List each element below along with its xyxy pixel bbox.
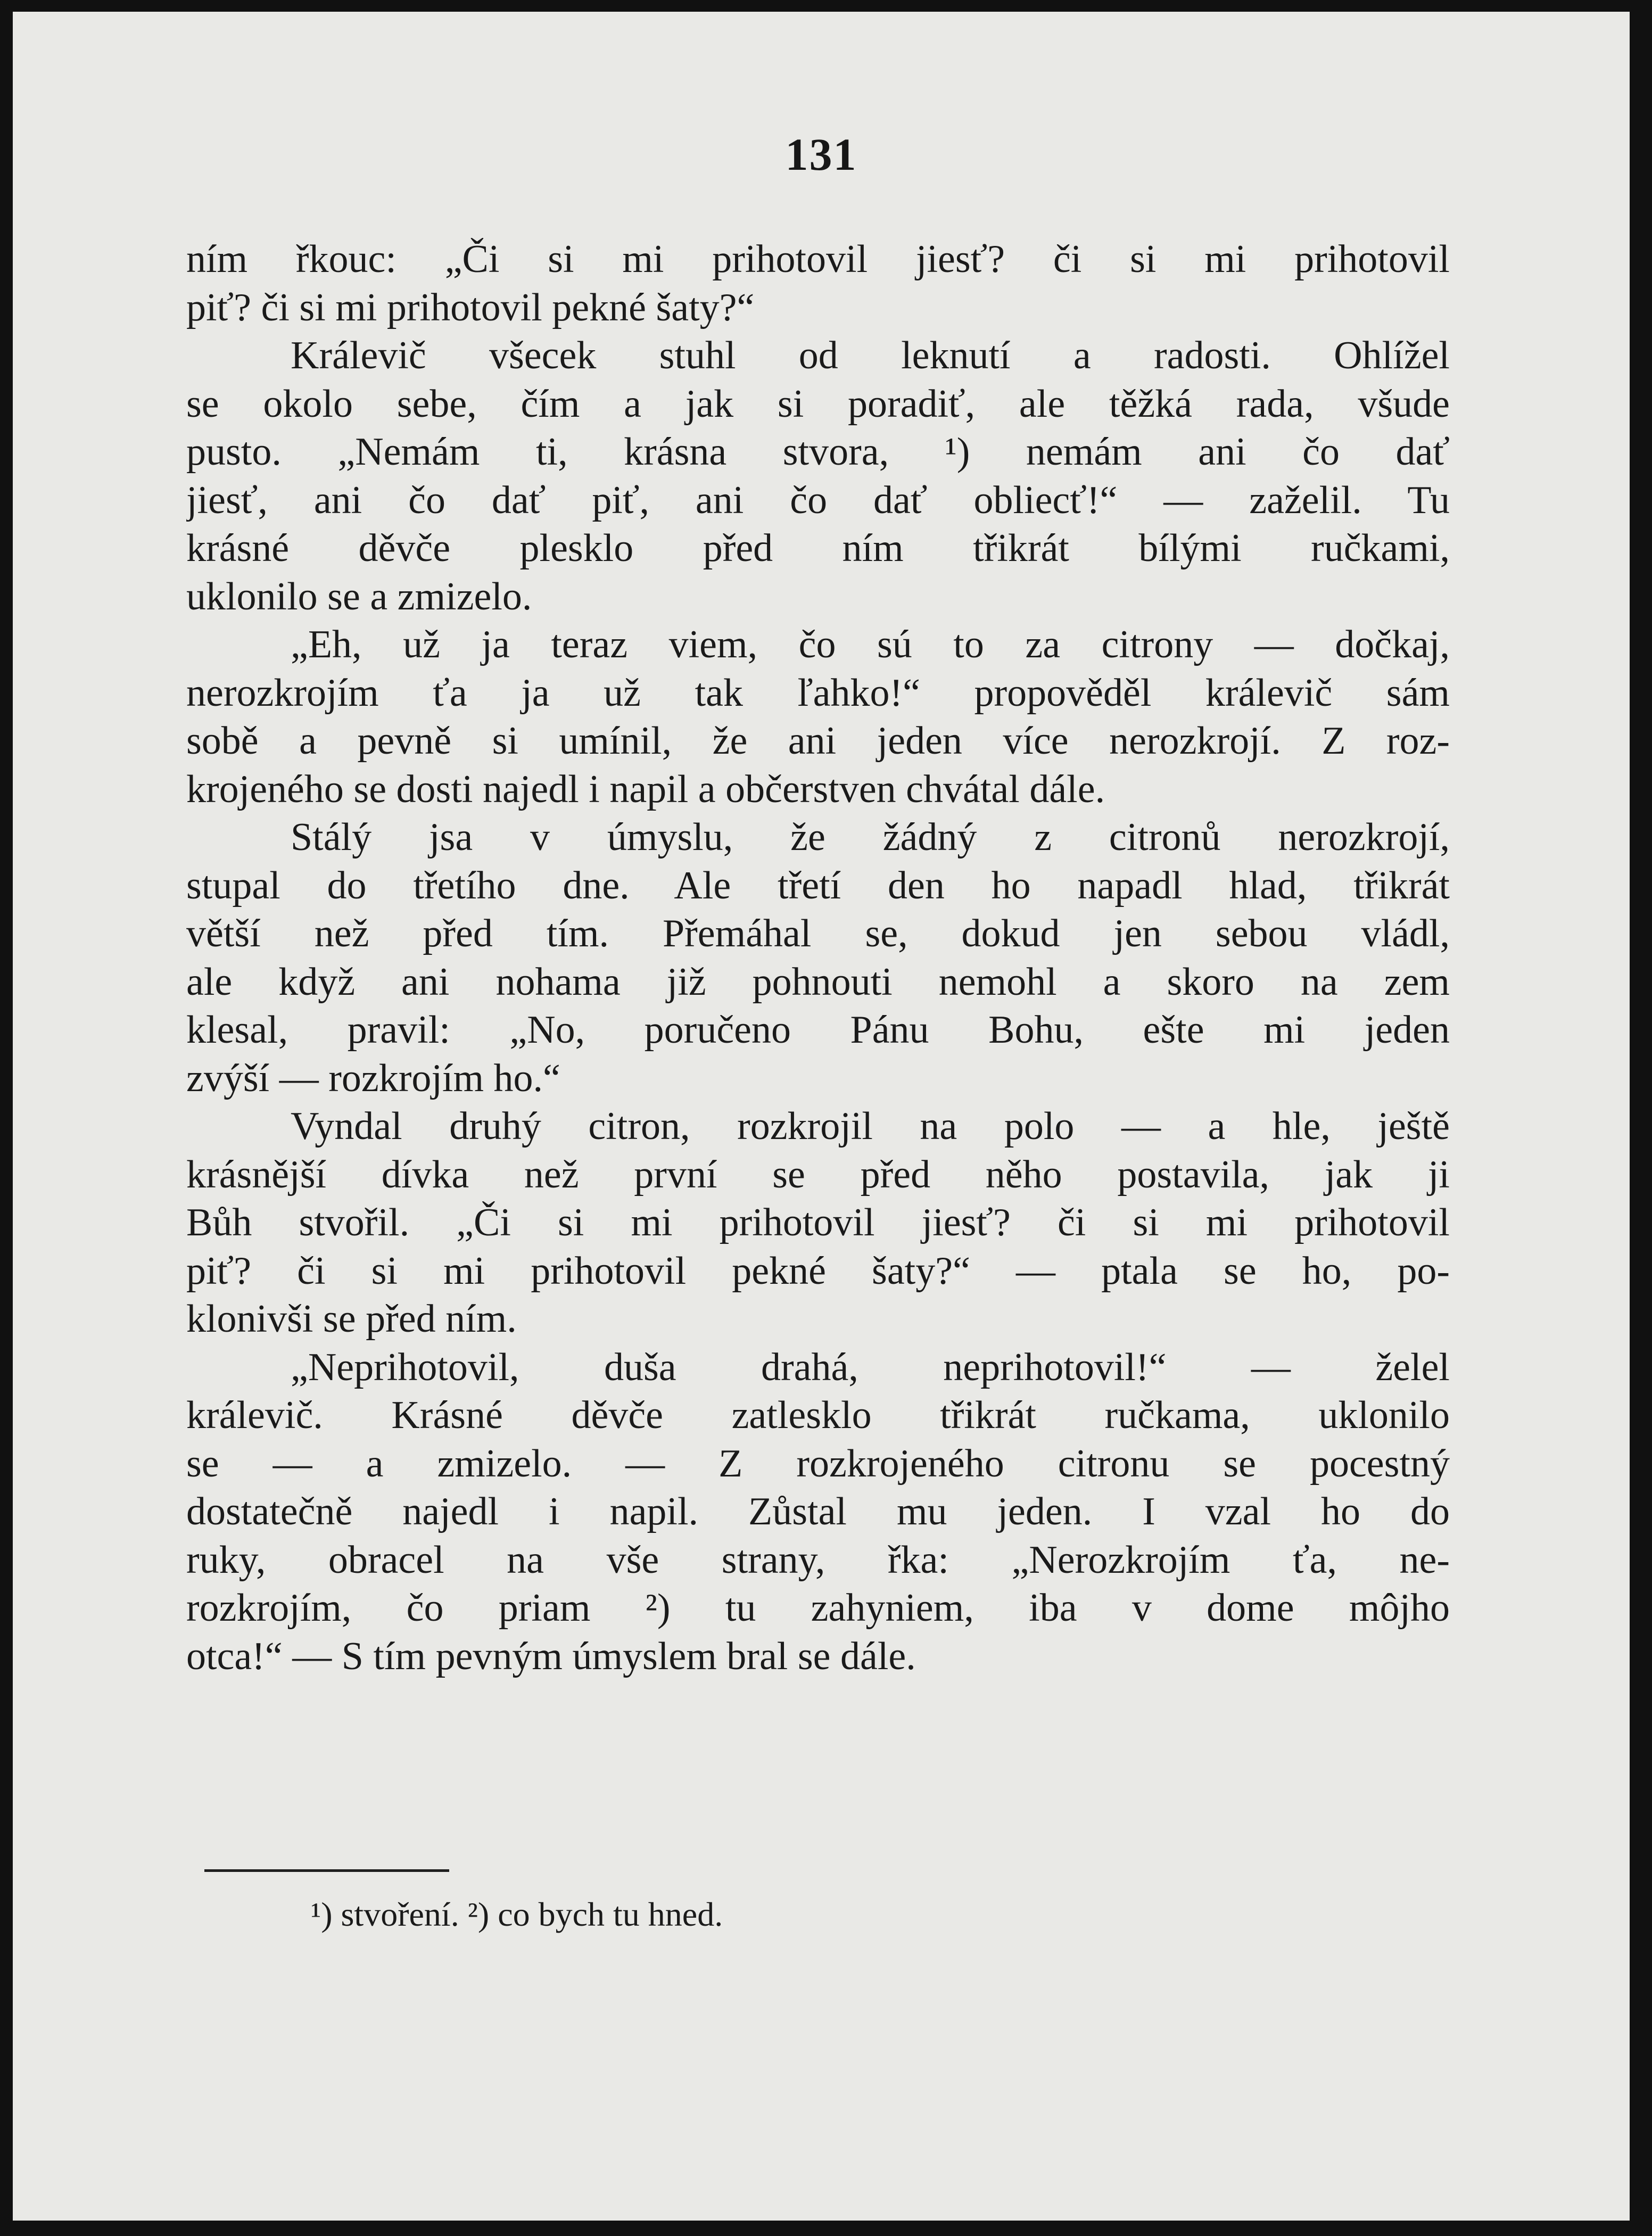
text-line: „Neprihotovil, duša drahá, neprihotovil!“ — želel [291, 1345, 1450, 1389]
text-line: Králevič všecek stuhl od leknutí a radosti. Ohlížel [291, 334, 1450, 377]
body-text [186, 235, 1450, 1680]
text-line: nerozkrojím ťa ja už tak ľahko!“ propověděl králevič sám [186, 671, 1450, 715]
text-line: uklonilo se a zmizelo. [186, 574, 532, 618]
text-line: ruky, obracel na vše strany, řka: „Nerozkrojím ťa, ne- [186, 1538, 1450, 1582]
text-line: pusto. „Nemám ti, krásna stvora, ¹) nemám ani čo dať [186, 430, 1450, 474]
text-line: krásné děvče plesklo před ním třikrát bílými ručkami, [186, 526, 1450, 570]
page-number: 131 [785, 129, 857, 180]
text-line: se okolo sebe, čím a jak si poradiť, ale těžká rada, všude [186, 382, 1450, 426]
text-line: ale když ani nohama již pohnouti nemohl a skoro na zem [186, 960, 1450, 1004]
text-line: „Eh, už ja teraz viem, čo sú to za citrony — dočkaj, [291, 623, 1450, 666]
text-line: jiesť, ani čo dať piť, ani čo dať obliecť!“ — zaželil. Tu [186, 478, 1450, 522]
text-line: větší než před tím. Přemáhal se, dokud jen sebou vládl, [186, 912, 1450, 955]
text-line: sobě a pevně si umínil, že ani jeden více nerozkrojí. Z roz- [186, 719, 1450, 763]
text-line: Stálý jsa v úmyslu, že žádný z citronů nerozkrojí, [291, 815, 1450, 859]
text-line: klonivši se před ním. [186, 1297, 517, 1341]
text-line: stupal do třetího dne. Ale třetí den ho napadl hlad, třikrát [186, 863, 1450, 907]
text-line: se — a zmizelo. — Z rozkrojeného citronu se pocestný [186, 1441, 1450, 1486]
text-line: otca!“ — S tím pevným úmyslem bral se dále. [186, 1634, 916, 1678]
text-line: zvýší — rozkrojím ho.“ [186, 1056, 560, 1100]
book-page [13, 12, 1630, 2221]
text-line: piť? či si mi prihotovil pekné šaty?“ [186, 285, 755, 329]
text-line: ním řkouc: „Či si mi prihotovil jiesť? či si mi prihotovil [186, 237, 1450, 281]
text-line: dostatečně najedl i napil. Zůstal mu jeden. I vzal ho do [186, 1490, 1450, 1533]
footnote-rule [204, 1869, 449, 1872]
text-line: krásnější dívka než první se před něho postavila, jak ji [186, 1152, 1450, 1197]
text-line: piť? či si mi prihotovil pekné šaty?“ — ptala se ho, po- [186, 1249, 1450, 1293]
text-line: Bůh stvořil. „Či si mi prihotovil jiesť? či si mi prihotovil [186, 1201, 1450, 1244]
text-line: králevič. Krásné děvče zatlesklo třikrát ručkama, uklonilo [186, 1393, 1450, 1437]
text-line: krojeného se dosti najedl i napil a občerstven chvátal dále. [186, 767, 1105, 811]
footnotes: ¹) stvoření. ²) co bych tu hned. [311, 1895, 723, 1933]
text-line: rozkrojím, čo priam ²) tu zahyniem, iba v dome môjho [186, 1586, 1450, 1630]
text-line: klesal, pravil: „No, poručeno Pánu Bohu, ešte mi jeden [186, 1008, 1450, 1052]
text-line: Vyndal druhý citron, rozkrojil na polo — a hle, ještě [291, 1104, 1450, 1148]
